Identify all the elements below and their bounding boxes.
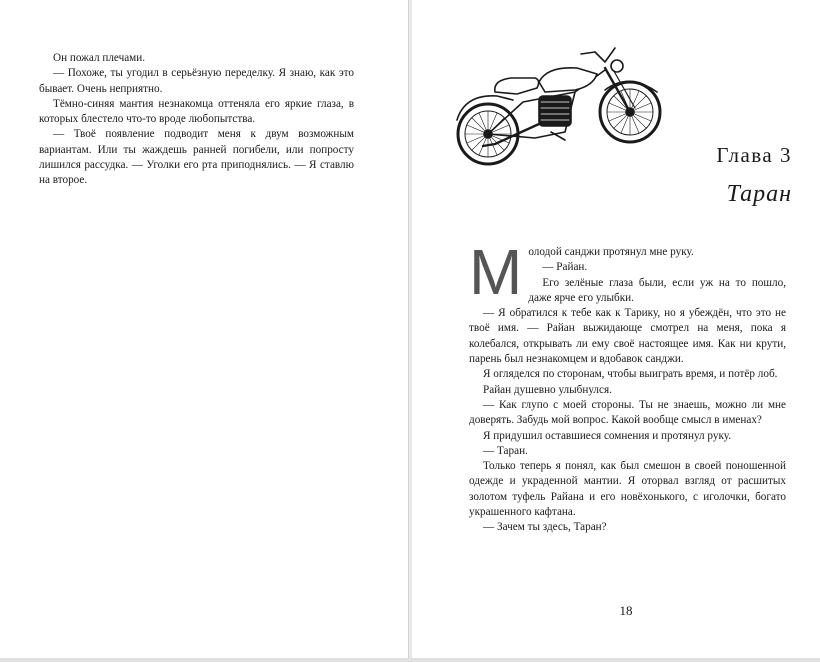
paragraph: — Я обратился к тебе как к Тарику, но я убеждён, что это не твоё имя. — Райан выжидающе смотрел на меня, пока я колебался, открывать ли ему своё настоящее имя. Как ни крути, парень был незнакомцем и вдобавок санджи. [469, 307, 786, 366]
paragraph: — Зачем ты здесь, Таран? [483, 521, 607, 534]
paragraph: Он пожал плечами. [53, 52, 146, 64]
left-page [0, 0, 407, 662]
chapter-number: Глава 3 [716, 143, 792, 167]
paragraph: — Похоже, ты угодил в серьёзную переделку. Я знаю, как это бывает. Очень неприятно. [39, 67, 354, 95]
paragraph: Я придушил оставшиеся сомнения и протянул руку. [483, 429, 732, 442]
right-page-text [469, 236, 786, 536]
paragraph: Райан душевно улыбнулся. [483, 383, 612, 396]
paragraph: — Твоё появление подводит меня к двум возможным вариантам. Или ты жаждешь ранней погибели, или попросту лишился рассудка. — Уголки его рта приподнялись. — Я ставлю на второе. [39, 128, 354, 187]
paragraph: Тёмно-синяя мантия незнакомца оттеняла его яркие глаза, в которых блестело что-то вроде любопытства. [39, 97, 354, 126]
paragraph: — Таран. [483, 444, 528, 457]
bottom-edge [0, 658, 820, 662]
page-number: 18 [619, 603, 633, 618]
chapter-title: Таран [726, 181, 792, 207]
left-page-text [39, 51, 354, 189]
paragraph: — Как глупо с моей стороны. Ты не знаешь, можно ли мне доверять. Забудь мой вопрос. Какой вообще смысл в именах? [469, 398, 786, 427]
paragraph: Его зелёные глаза были, если уж на то пошло, даже ярче его улыбки. [528, 276, 786, 304]
drop-cap: М [469, 236, 523, 308]
right-page [412, 0, 820, 662]
paragraph: Только теперь я понял, как был смешон в своей поношенной одежде и украденной мантии. Я оторвал взгляд от расшитых золотом туфель Райана и его новёхонького, с иголочки, богато украшенного кафтана. [469, 460, 786, 519]
paragraph: Я огляделся по сторонам, чтобы выиграть время, и потёр лоб. [483, 368, 778, 381]
paragraph: — Райан. [542, 261, 588, 274]
motorcycle-icon [455, 40, 665, 174]
paragraph-first-text: олодой санджи протянул мне руку. [528, 246, 694, 258]
